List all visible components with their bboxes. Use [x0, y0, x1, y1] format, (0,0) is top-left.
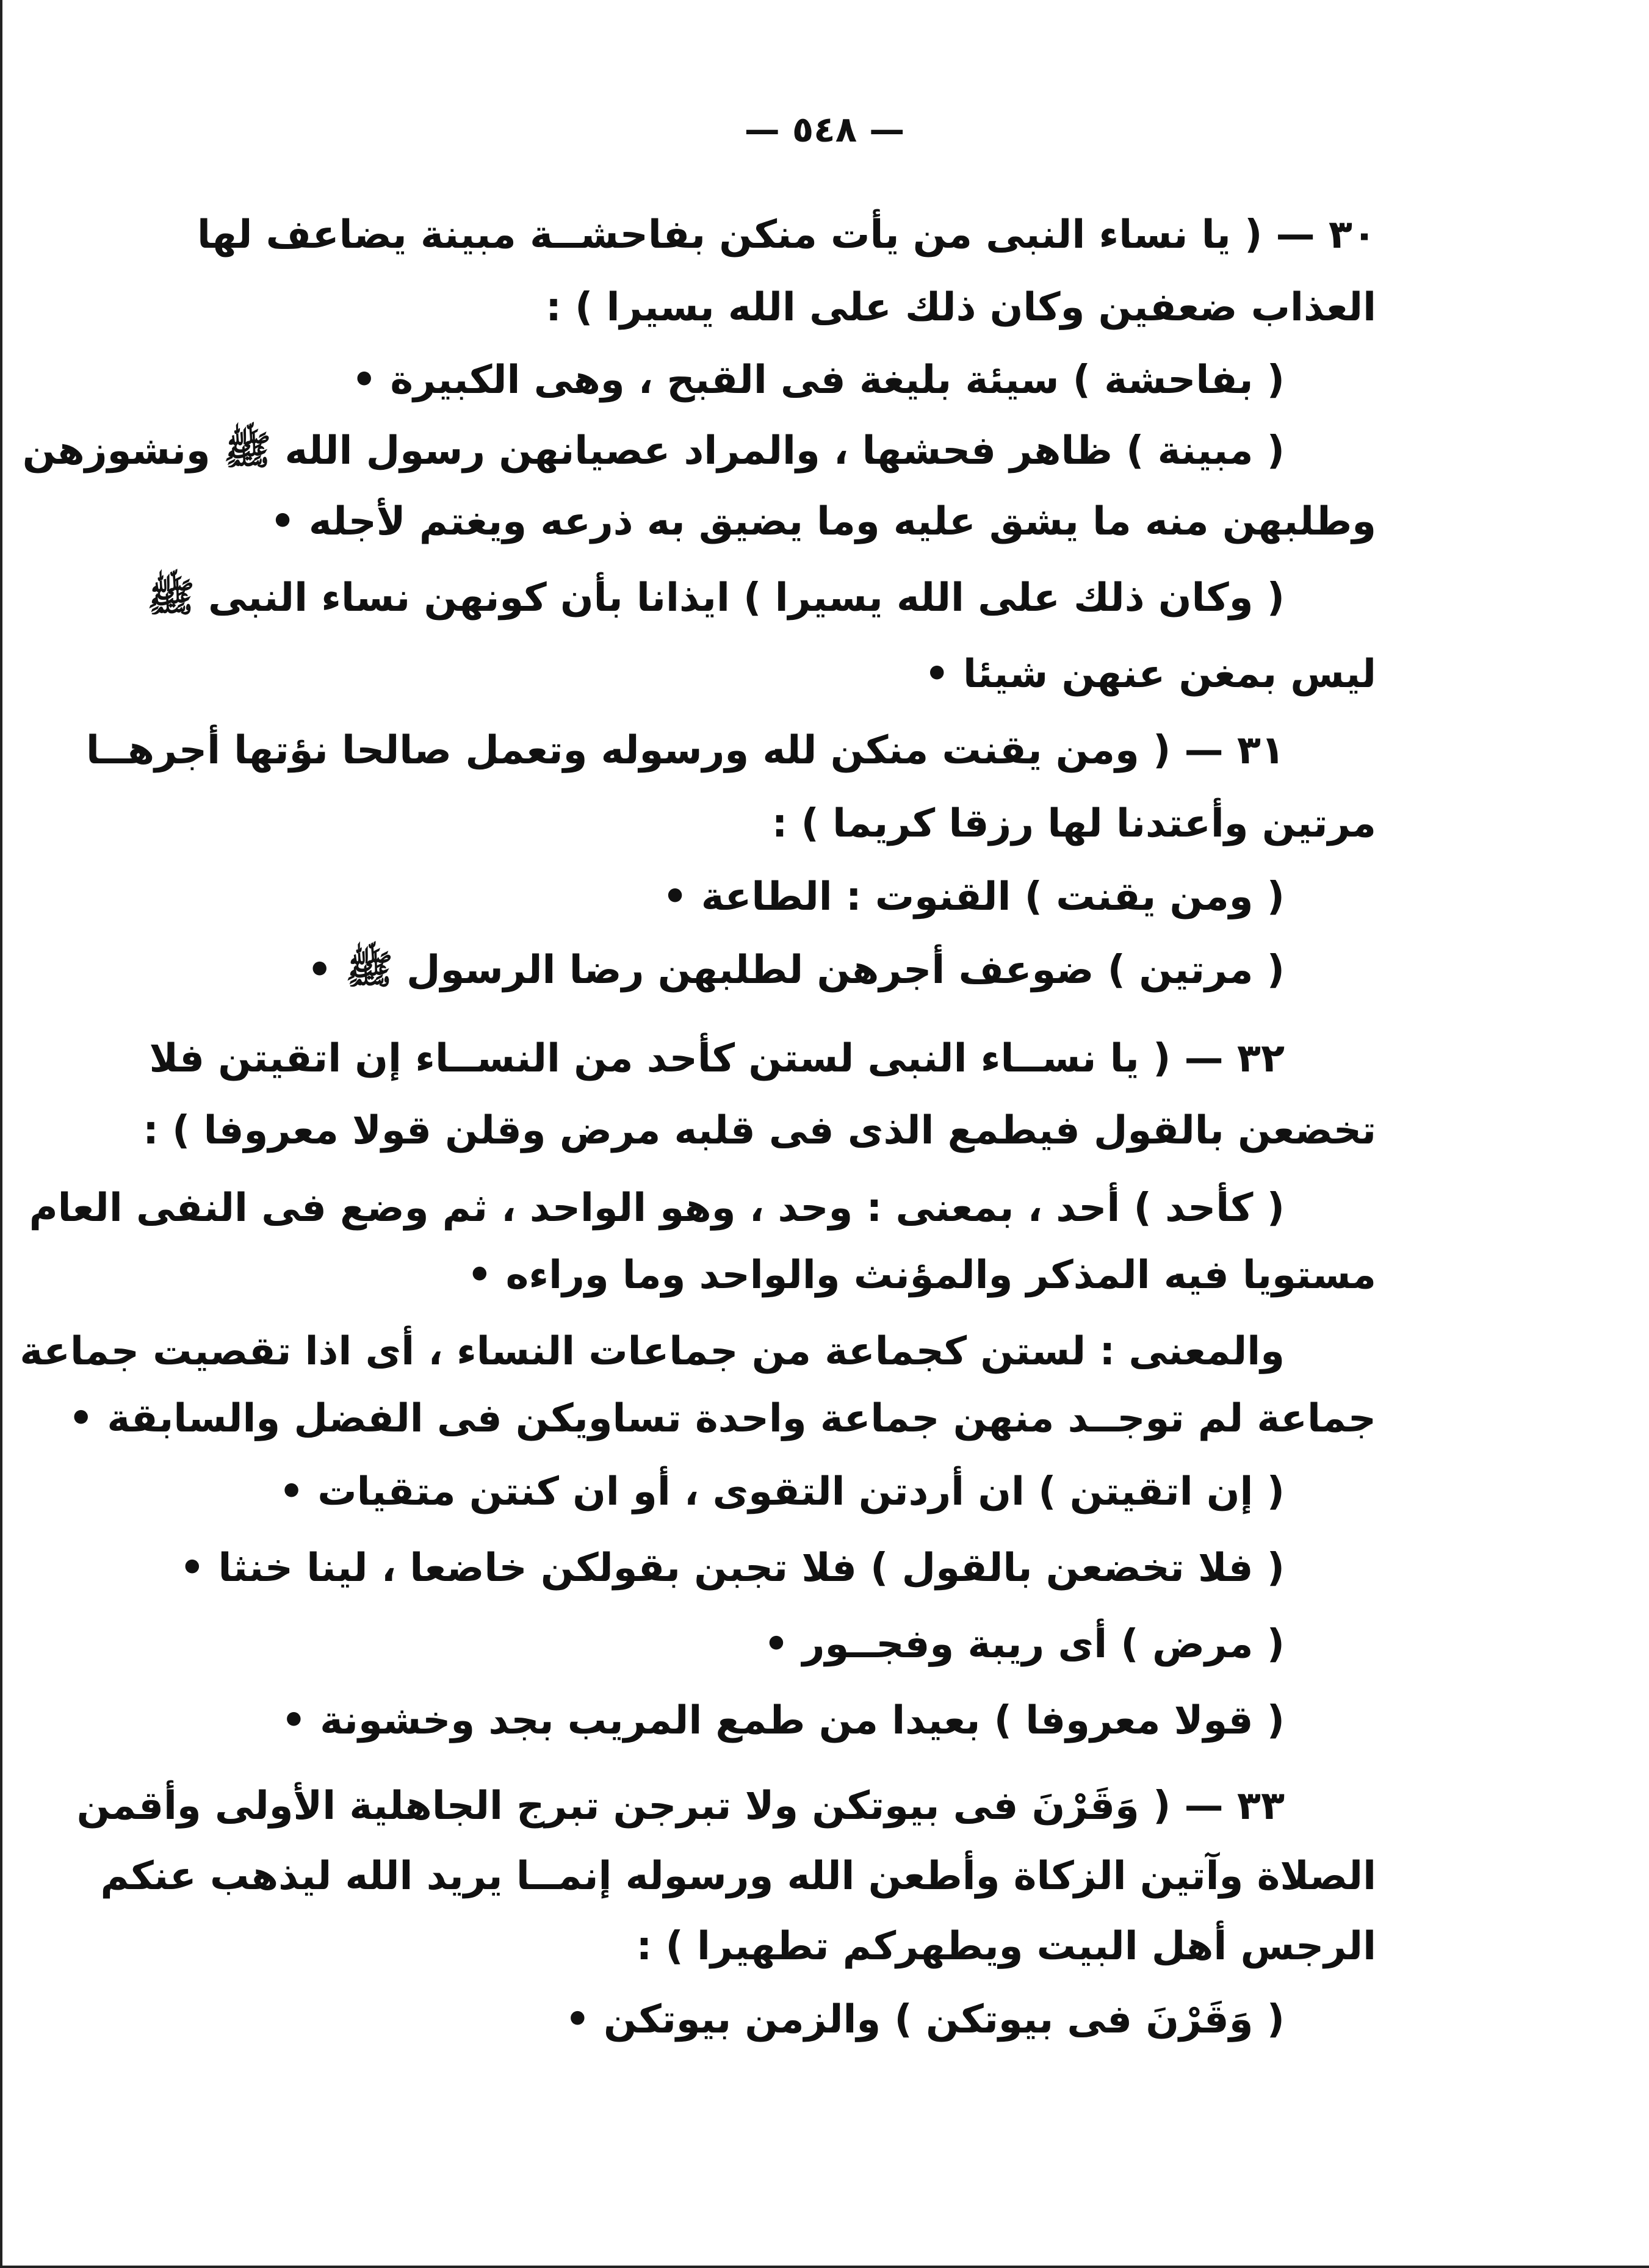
gloss-qawlan-marufan: ( قولا معروفا ) بعيدا من طمع المريب بجد وخشونة • — [281, 1698, 1285, 1743]
gloss-yasira-line-2: ليس بمغن عنهن شيئا • — [924, 652, 1376, 697]
gloss-yaqnut: ( ومن يقنت ) القنوت : الطاعة • — [662, 874, 1285, 920]
gloss-marratayn: ( مرتين ) ضوعف أجرهن لطلبهن رضا الرسول ﷺ • — [307, 948, 1285, 993]
scan-edge-bottom — [0, 2266, 1649, 2268]
verse-31-line-2: مرتين وأعتدنا لها رزقا كريما ) : — [771, 801, 1376, 846]
gloss-mubina-line-2: وطلبهن منه ما يشق عليه وما يضيق به ذرعه ويغتم لأجله • — [270, 499, 1376, 544]
gloss-marad: ( مرض ) أى ريبة وفجــور • — [763, 1622, 1285, 1667]
gloss-qarna: ( وَقَرْنَ فى بيوتكن ) والزمن بيوتكن • — [565, 1997, 1285, 2042]
gloss-mubina-line-1: ( مبينة ) ظاهر فحشها ، والمراد عصيانهن رسول الله ﷺ ونشوزهن — [22, 428, 1285, 473]
gloss-kaahad-line-1: ( كأحد ) أحد ، بمعنى : وحد ، وهو الواحد ، ثم وضع فى النفى العام — [29, 1186, 1285, 1231]
verse-33-line-2: الصلاة وآتين الزكاة وأطعن الله ورسوله إنمــا يريد الله ليذهب عنكم — [100, 1854, 1376, 1899]
verse-33-line-1: ٣٣ — ( وَقَرْنَ فى بيوتكن ولا تبرجن تبرج الجاهلية الأولى وأقمن — [76, 1784, 1285, 1829]
verse-32-line-1: ٣٢ — ( يا نســاء النبى لستن كأحد من النســاء إن اتقيتن فلا — [149, 1036, 1285, 1081]
verse-30-line-1: ٣٠ — ( يا نساء النبى من يأت منكن بفاحشــة مبينة يضاعف لها — [197, 212, 1376, 257]
gloss-maana-line-1: والمعنى : لستن كجماعة من جماعات النساء ، أى اذا تقصيت جماعة — [20, 1329, 1285, 1374]
gloss-yasira-line-1: ( وكان ذلك على الله يسيرا ) ايذانا بأن كونهن نساء النبى ﷺ — [147, 575, 1285, 621]
verse-33-line-3: الرجس أهل البيت ويطهركم تطهيرا ) : — [636, 1924, 1376, 1969]
verse-31-line-1: ٣١ — ( ومن يقنت منكن لله ورسوله وتعمل صالحا نؤتها أجرهــا — [85, 728, 1285, 773]
page-number: — ٥٤٨ — — [744, 109, 905, 150]
gloss-fahisha: ( بفاحشة ) سيئة بليغة فى القبح ، وهى الكبيرة • — [352, 358, 1285, 403]
gloss-ittaqaytun: ( إن اتقيتن ) ان أردتن التقوى ، أو ان كنتن متقيات • — [279, 1469, 1285, 1514]
verse-32-line-2: تخضعن بالقول فيطمع الذى فى قلبه مرض وقلن قولا معروفا ) : — [143, 1108, 1376, 1153]
gloss-takhdaan: ( فلا تخضعن بالقول ) فلا تجبن بقولكن خاضعا ، لينا خنثا • — [179, 1546, 1285, 1591]
gloss-kaahad-line-2: مستويا فيه المذكر والمؤنث والواحد وما وراءه • — [467, 1253, 1376, 1298]
scan-edge-left — [0, 0, 2, 2268]
verse-30-line-2: العذاب ضعفين وكان ذلك على الله يسيرا ) : — [546, 285, 1376, 330]
gloss-maana-line-2: جماعة لم توجــد منهن جماعة واحدة تساويكن فى الفضل والسابقة • — [68, 1396, 1376, 1441]
